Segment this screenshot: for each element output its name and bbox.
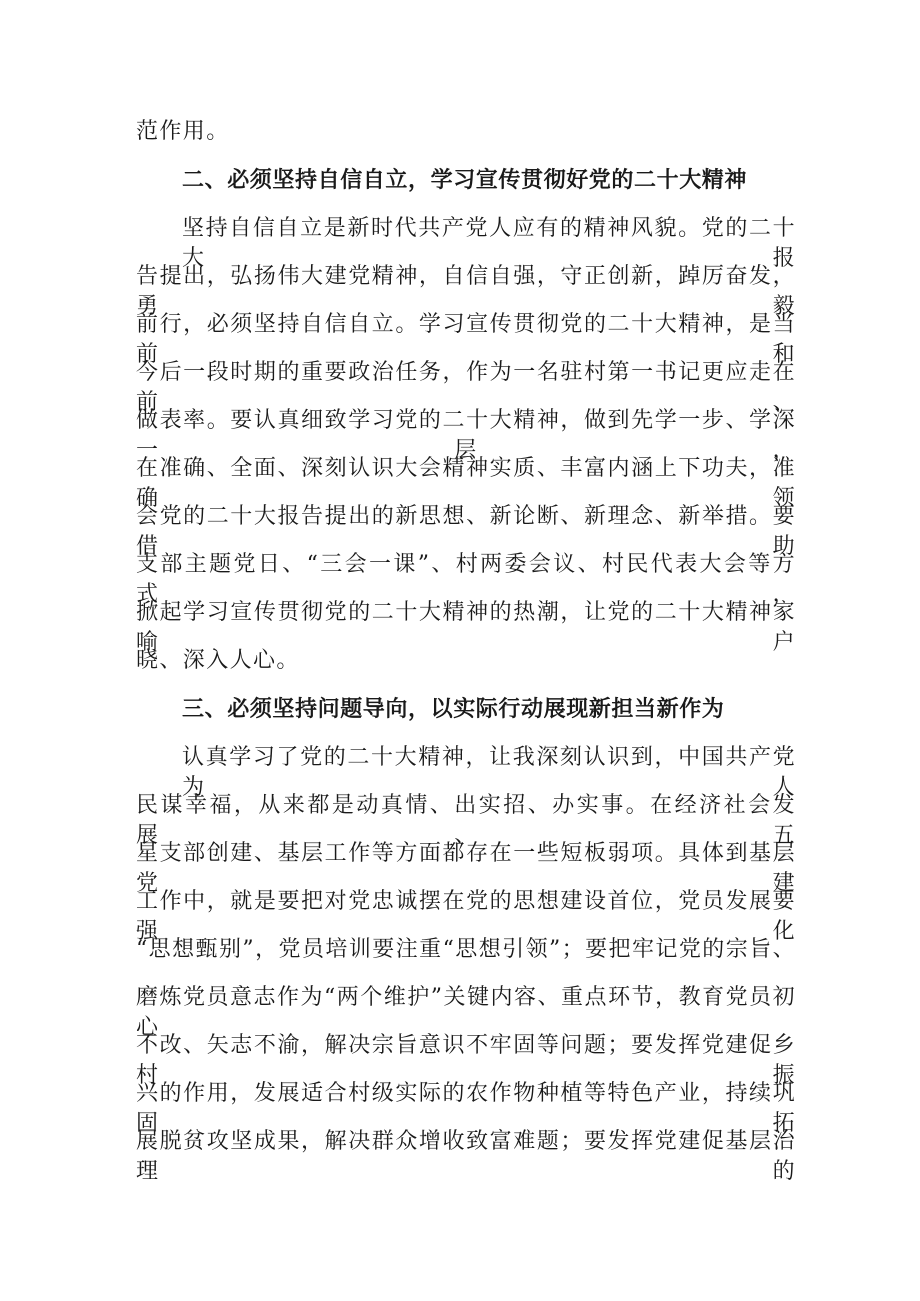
paragraph-line: 前行，必须坚持自信自立。学习宣传贯彻党的二十大精神，是当前和 (136, 312, 796, 367)
paragraph-line: 磨炼党员意志作为“两个维护”关键内容、重点环节，教育党员初心 (136, 985, 796, 1040)
paragraph-line: 民谋幸福，从来都是动真情、出实招、办实事。在经济社会发展、五 (136, 793, 796, 848)
paragraph-line: 兴的作用，发展适合村级实际的农作物种植等特色产业，持续巩固拓 (136, 1081, 796, 1136)
paragraph-line: 掀起学习宣传贯彻党的二十大精神的热潮，让党的二十大精神家喻户 (136, 600, 796, 655)
paragraph-line: 不改、矢志不渝，解决宗旨意识不牢固等问题；要发挥党建促乡村振 (136, 1033, 796, 1088)
paragraph-line: 坚持自信自立是新时代共产党人应有的精神风貌。党的二十大报 (182, 216, 796, 271)
paragraph-line: 认真学习了党的二十大精神，让我深刻认识到，中国共产党为人 (182, 745, 796, 800)
paragraph-line: 展脱贫攻坚成果，解决群众增收致富难题；要发挥党建促基层治理的 (136, 1129, 796, 1184)
paragraph-line: 晓、深入人心。 (136, 648, 300, 673)
paragraph-line: 做表率。要认真细致学习党的二十大精神，做到先学一步、学深一层， (136, 408, 796, 463)
paragraph-line: 支部主题党日、“三会一课”、村两委会议、村民代表大会等方式， (136, 552, 796, 607)
paragraph-line: “思想甄别”，党员培训要注重“思想引领”；要把牢记党的宗旨、 (136, 937, 796, 962)
paragraph-line: 工作中，就是要把对党忠诚摆在党的思想建设首位，党员发展要强化 (136, 889, 796, 944)
paragraph-line: 星支部创建、基层工作等方面都存在一些短板弱项。具体到基层党建 (136, 841, 796, 896)
paragraph-line: 在准确、全面、深刻认识大会精神实质、丰富内涵上下功夫，准确领 (136, 456, 796, 511)
paragraph-line: 今后一段时期的重要政治任务，作为一名驻村第一书记更应走在前、 (136, 360, 796, 415)
paragraph-line: 告提出，弘扬伟大建党精神，自信自强，守正创新，踔厉奋发，勇毅 (136, 264, 796, 319)
section-heading-3: 三、必须坚持问题导向，以实际行动展现新担当新作为 (182, 697, 725, 722)
paragraph-line: 范作用。 (136, 119, 230, 144)
section-heading-2: 二、必须坚持自信自立，学习宣传贯彻好党的二十大精神 (182, 168, 748, 193)
paragraph-line: 会党的二十大报告提出的新思想、新论断、新理念、新举措。要借助 (136, 504, 796, 559)
